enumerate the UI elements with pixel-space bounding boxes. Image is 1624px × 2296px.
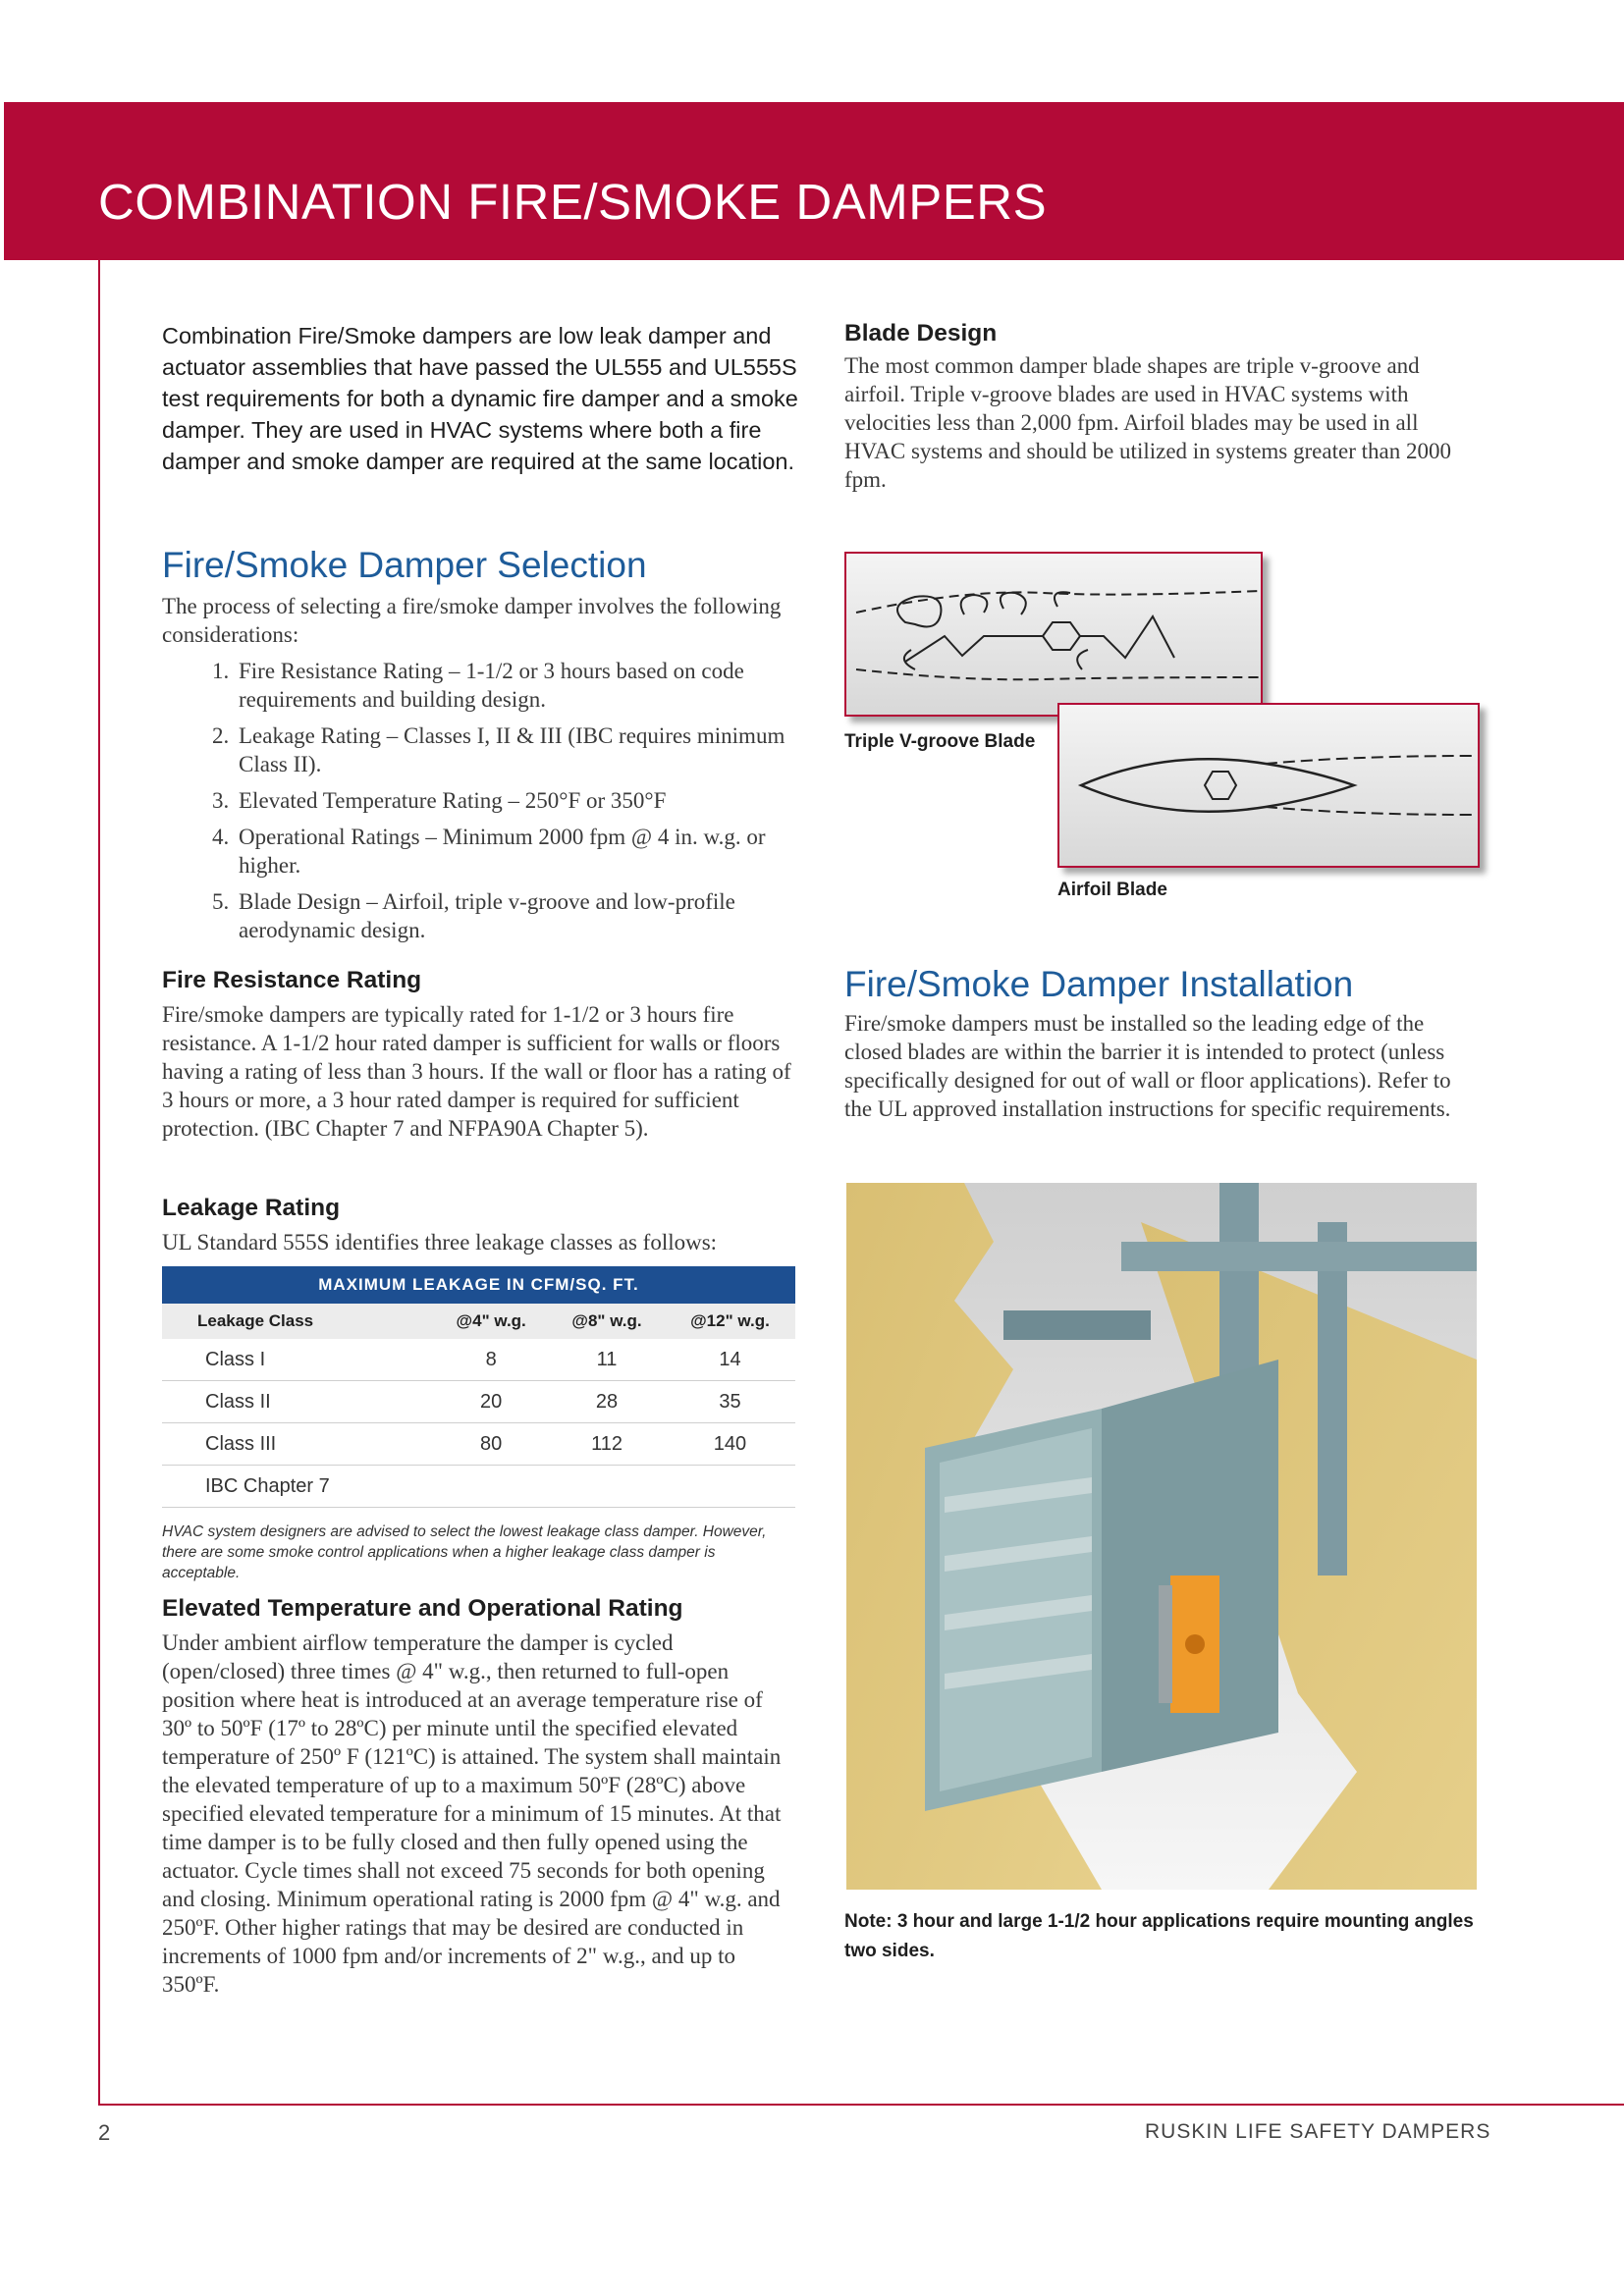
list-item: 2. Leakage Rating – Classes I, II & III (IBC requires minimum Class II). [235,721,810,778]
installation-text: Fire/smoke dampers must be installed so the leading edge of the closed blades are within the barrier it is intended to protect (unless specifically designed for out of wall or floor applications). Refer to the UL approved installation instructions for specific requirements. [844,1011,1451,1121]
frame-rule-left [98,260,100,2106]
table-row [162,1466,795,1508]
leakage-intro: UL Standard 555S identifies three leakage classes as follows: [162,1230,718,1255]
table-row [162,1423,795,1466]
installation-section [844,964,1483,1123]
airfoil-caption: Airfoil Blade [1057,880,1167,900]
table-cell: IBC Chapter 7 [162,1466,433,1508]
intro-paragraph: Combination Fire/Smoke dampers are low leak damper and actuator assemblies that have passed the UL555 and UL555S test requirements for both a dynamic fire damper and a smoke damper. They are used in HVAC systems where both a fire damper and smoke damper are required at the same location. [162,323,798,474]
leakage-heading: Leakage Rating [162,1195,341,1221]
triple-vgroove-blade-drawing [846,554,1261,715]
blade-design-text: The most common damper blade shapes are triple v-groove and airfoil. Triple v-groove blades are used in HVAC systems with velocities less than 2,000 fpm. Airfoil blades may be used in all HVAC systems and should be utilized in systems greater than 2000 fpm. [844,353,1451,492]
fire-resistance-section [162,967,800,1143]
table-cell: 14 [665,1339,795,1381]
table-cell: 35 [665,1381,795,1423]
footer-brand: RUSKIN LIFE SAFETY DAMPERS [1145,2120,1491,2143]
triple-vgroove-caption: Triple V-groove Blade [844,731,1036,752]
table-cell: 80 [433,1423,549,1466]
airfoil-figure [1057,703,1480,868]
table-cell [665,1466,795,1508]
frame-rule-bottom [98,2104,1624,2106]
fire-resistance-text: Fire/smoke dampers are typically rated for 1-1/2 or 3 hours fire resistance. A 1-1/2 hour rated damper is sufficient for walls or floors having a rating of less than 3 hours. If the wall or floor has a rating of 3 hours or more, a 3 hour rated damper is required for sufficient protection. (IBC Chapter 7 and NFPA90A Chapter 5). [162,1002,791,1141]
table-cell: 20 [433,1381,549,1423]
leakage-section [162,1195,810,1583]
list-item: 4. Operational Ratings – Minimum 2000 fpm @ 4 in. w.g. or higher. [235,823,810,880]
table-cell: 8 [433,1339,549,1381]
list-item: 5. Blade Design – Airfoil, triple v-groove and low-profile aerodynamic design. [235,887,810,944]
selection-heading: Fire/Smoke Damper Selection [162,545,647,585]
triple-vgroove-figure [844,552,1263,717]
intro-block [162,320,805,477]
table-row [162,1381,795,1423]
table-cell: 140 [665,1423,795,1466]
elevated-section [162,1595,790,1999]
leakage-note: HVAC system designers are advised to select the lowest leakage class damper. However, there are some smoke control applications when a higher leakage class damper is acceptable. [162,1523,767,1581]
table-header-cell: Leakage Class [162,1304,433,1339]
table-cell: Class III [162,1423,433,1466]
table-cell: 28 [549,1381,665,1423]
blade-design-section [844,320,1483,494]
page-number: 2 [98,2120,111,2145]
leakage-table [162,1266,795,1508]
page-title: COMBINATION FIRE/SMOKE DAMPERS [98,174,1048,230]
table-header-row [162,1304,795,1339]
table-header-cell: @12" w.g. [665,1304,795,1339]
blade-design-heading: Blade Design [844,320,998,347]
table-cell: 112 [549,1423,665,1466]
table-cell: Class I [162,1339,433,1381]
table-row [162,1339,795,1381]
table-caption: MAXIMUM LEAKAGE IN CFM/SQ. FT. [162,1266,795,1304]
table-cell: 11 [549,1339,665,1381]
considerations-list [162,657,810,944]
airfoil-blade-drawing [1059,705,1478,866]
elevated-heading: Elevated Temperature and Operational Rating [162,1595,683,1622]
elevated-text: Under ambient airflow temperature the damper is cycled (open/closed) three times @ 4" w.g., then returned to full-open position where heat is introduced at an average temperature rise of 30º to 50ºF (17º to 28ºC) per minute until the specified elevated temperature of 250º F (121ºC) is attained. The system shall maintain the elevated temperature of up to a maximum 50ºF (28ºC) above specified elevated temperature for a minimum of 15 minutes. At that time damper is to be fully closed and then fully opened using the actuator. Cycle times shall not exceed 75 seconds for both opening and closing. Minimum operational rating is 2000 fpm @ 4" w.g. and 250ºF. Other higher ratings that may be desired are conducted in increments of 1000 fpm and/or increments of 2" w.g., and up to 350ºF. [162,1630,782,1997]
table-cell: Class II [162,1381,433,1423]
table-header-cell: @8" w.g. [549,1304,665,1339]
fire-resistance-heading: Fire Resistance Rating [162,967,422,993]
list-item: 3. Elevated Temperature Rating – 250°F or 350°F [235,786,810,815]
table-header-cell: @4" w.g. [433,1304,549,1339]
header-banner [4,102,1624,260]
installation-heading: Fire/Smoke Damper Installation [844,964,1354,1004]
damper-installation-drawing [846,1183,1477,1890]
selection-intro: The process of selecting a fire/smoke damper involves the following considerations: [162,594,782,647]
list-item: 1. Fire Resistance Rating – 1-1/2 or 3 hours based on code requirements and building design. [235,657,810,714]
table-cell [433,1466,549,1508]
installation-note: Note: 3 hour and large 1-1/2 hour applications require mounting angles two sides. [844,1911,1474,1961]
installation-illustration [846,1183,1477,1890]
selection-section [162,545,810,952]
table-cell [549,1466,665,1508]
